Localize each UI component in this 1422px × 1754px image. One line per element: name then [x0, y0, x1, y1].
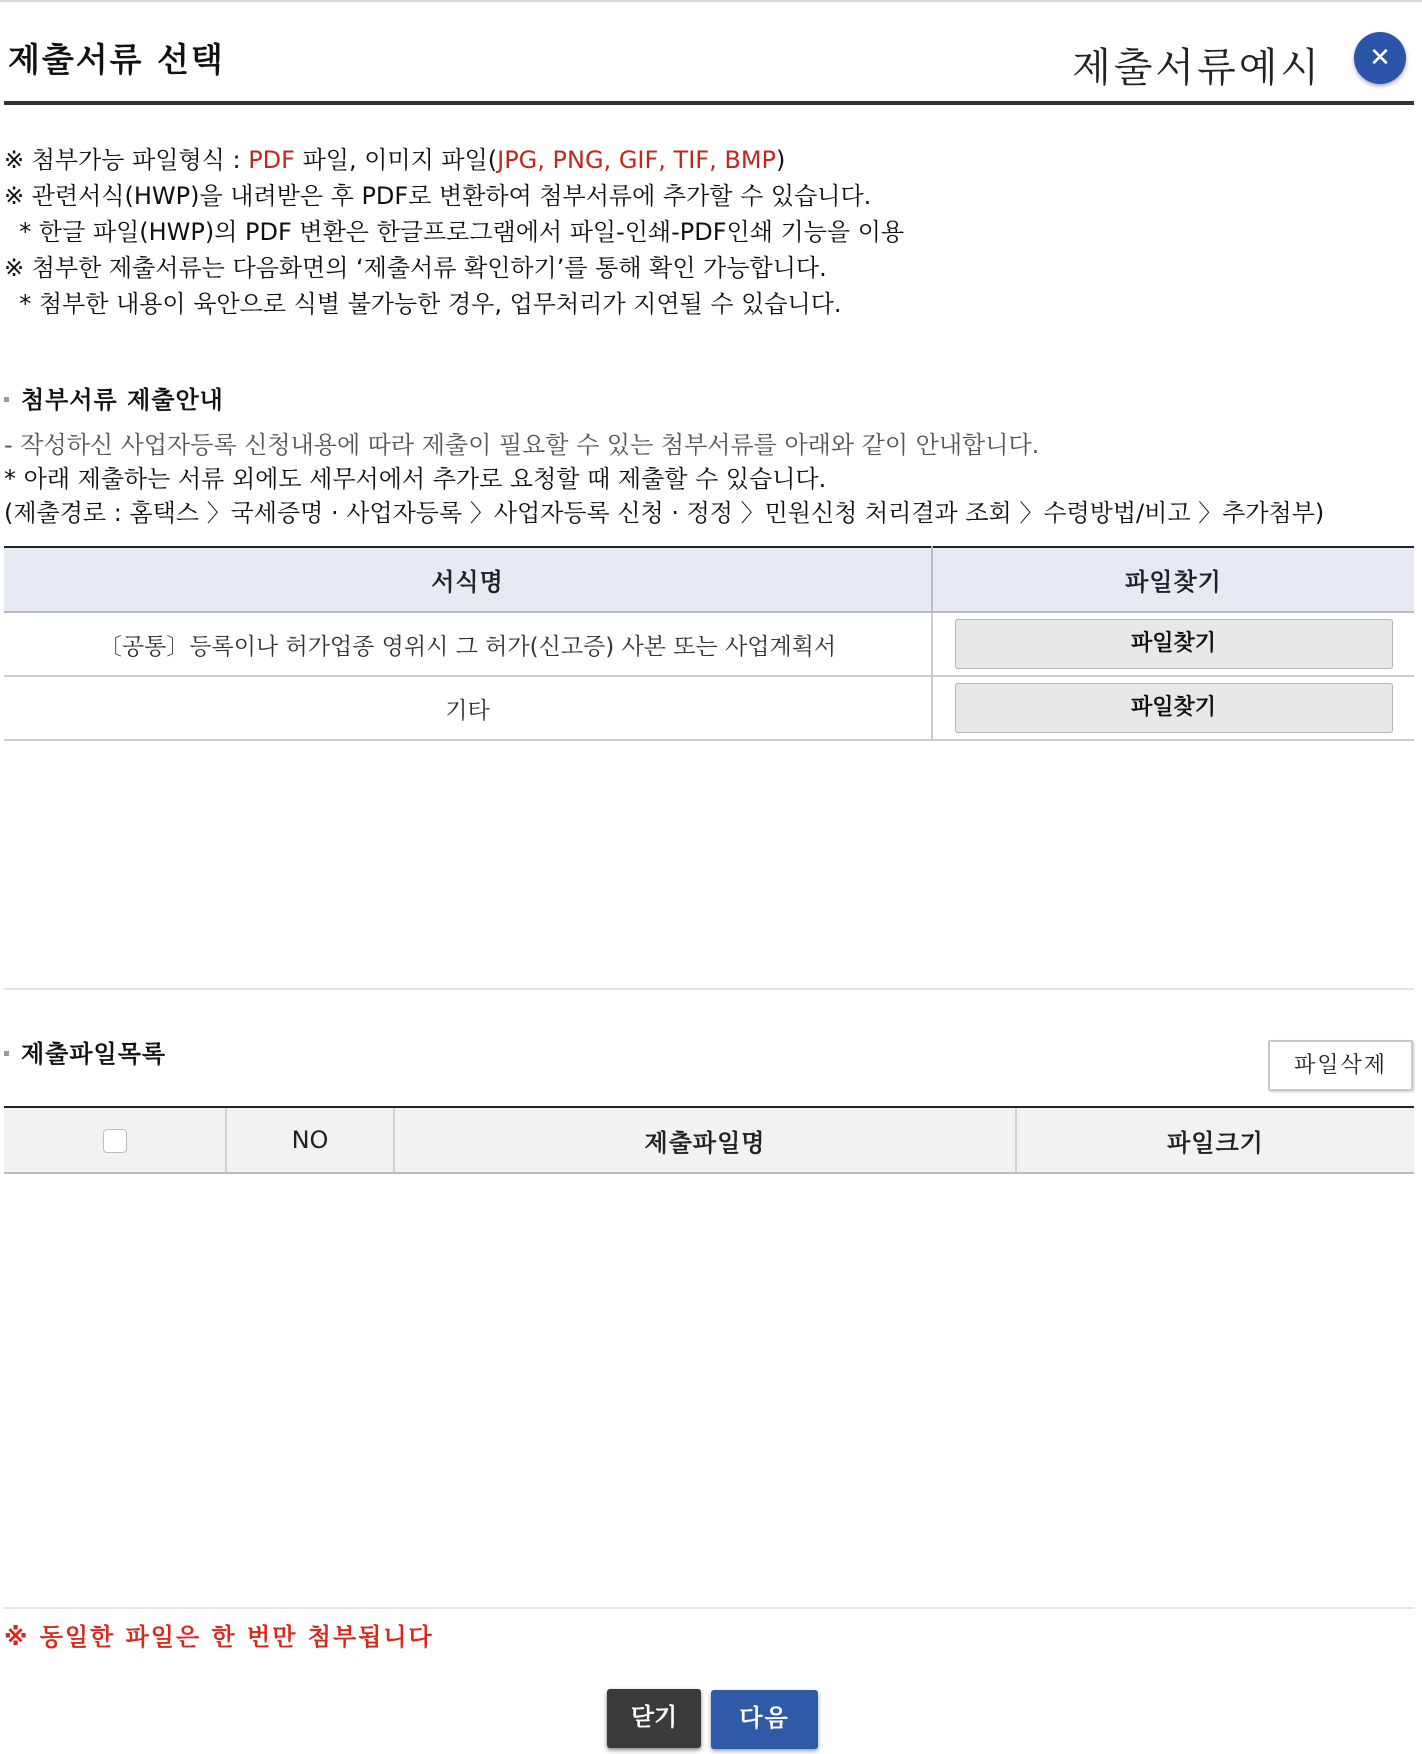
- column-header-no: NO: [226, 1107, 394, 1173]
- guide-text: [4, 428, 1414, 530]
- image-format-label: JPG, PNG, GIF, TIF, BMP: [497, 146, 776, 174]
- guide-line-2: * 아래 제출하는 서류 외에도 세무서에서 추가로 요청할 때 제출할 수 있습니다.: [4, 465, 827, 493]
- square-bullet-icon: [4, 397, 9, 402]
- form-name-cell: 〔공통〕등록이나 허가업종 영위시 그 허가(신고증) 사본 또는 사업계획서: [4, 612, 932, 676]
- notice-confirm: ※ 첨부한 제출서류는 다음화면의 ‘제출서류 확인하기’를 통해 확인 가능합니다.: [4, 254, 827, 282]
- page-title: 제출서류 선택: [8, 40, 225, 79]
- top-border: [0, 0, 1422, 2]
- next-button[interactable]: 다음: [711, 1690, 818, 1749]
- find-file-button[interactable]: 파일찾기: [955, 683, 1393, 733]
- pdf-format-label: PDF: [248, 146, 295, 174]
- form-name-cell: 기타: [4, 676, 932, 740]
- file-list-section-title: 제출파일목록: [4, 1034, 166, 1069]
- section-divider: [4, 988, 1414, 990]
- delete-file-button[interactable]: 파일삭제: [1268, 1040, 1413, 1091]
- guide-line-1: - 작성하신 사업자등록 신청내용에 따라 제출이 필요할 수 있는 첨부서류를 아래와 같이 안내합니다.: [4, 431, 1040, 459]
- table-row: [4, 676, 1414, 740]
- notice-hwp-convert: ※ 관련서식(HWP)을 내려받은 후 PDF로 변환하여 첨부서류에 추가할 수 있습니다.: [4, 182, 872, 210]
- square-bullet-icon: [4, 1051, 9, 1056]
- file-table-header: [4, 1107, 1414, 1173]
- find-file-cell: [932, 676, 1414, 740]
- table-row: [4, 612, 1414, 676]
- close-icon[interactable]: ✕: [1354, 32, 1406, 84]
- find-file-cell: [932, 612, 1414, 676]
- column-header-filesize: 파일크기: [1016, 1107, 1414, 1173]
- bottom-divider: [4, 1607, 1414, 1609]
- header-divider: [4, 101, 1414, 105]
- form-table: [4, 546, 1414, 741]
- find-file-button[interactable]: 파일찾기: [955, 619, 1393, 669]
- select-all-cell: [4, 1107, 226, 1173]
- notice-file-format: ※ 첨부가능 파일형식 : PDF 파일, 이미지 파일(JPG, PNG, GIF, TIF, BMP): [4, 146, 786, 174]
- document-example-link[interactable]: 제출서류예시: [1072, 45, 1322, 91]
- notice-readability: * 첨부한 내용이 육안으로 식별 불가능한 경우, 업무처리가 지연될 수 있습니다.: [4, 290, 842, 318]
- dialog-header: [4, 28, 1414, 106]
- guide-section-title: 첨부서류 제출안내: [4, 380, 224, 415]
- notice-list: [4, 142, 1414, 322]
- notice-hwp-pdf-tip: * 한글 파일(HWP)의 PDF 변환은 한글프로그램에서 파일-인쇄-PDF인쇄 기능을 이용: [4, 218, 905, 246]
- file-list-table: [4, 1106, 1414, 1174]
- duplicate-file-warning: ※ 동일한 파일은 한 번만 첨부됩니다: [4, 1623, 434, 1651]
- column-header-find-file: 파일찾기: [932, 547, 1414, 612]
- close-button[interactable]: 닫기: [607, 1689, 701, 1748]
- form-table-header: [4, 547, 1414, 612]
- select-all-checkbox[interactable]: [103, 1129, 127, 1153]
- guide-submission-path: (제출경로 : 홈택스 〉국세증명 · 사업자등록 〉사업자등록 신청 · 정정 〉민원신청 처리결과 조회 〉수령방법/비고 〉추가첨부): [4, 499, 1325, 527]
- column-header-filename: 제출파일명: [394, 1107, 1016, 1173]
- column-header-form-name: 서식명: [4, 547, 932, 612]
